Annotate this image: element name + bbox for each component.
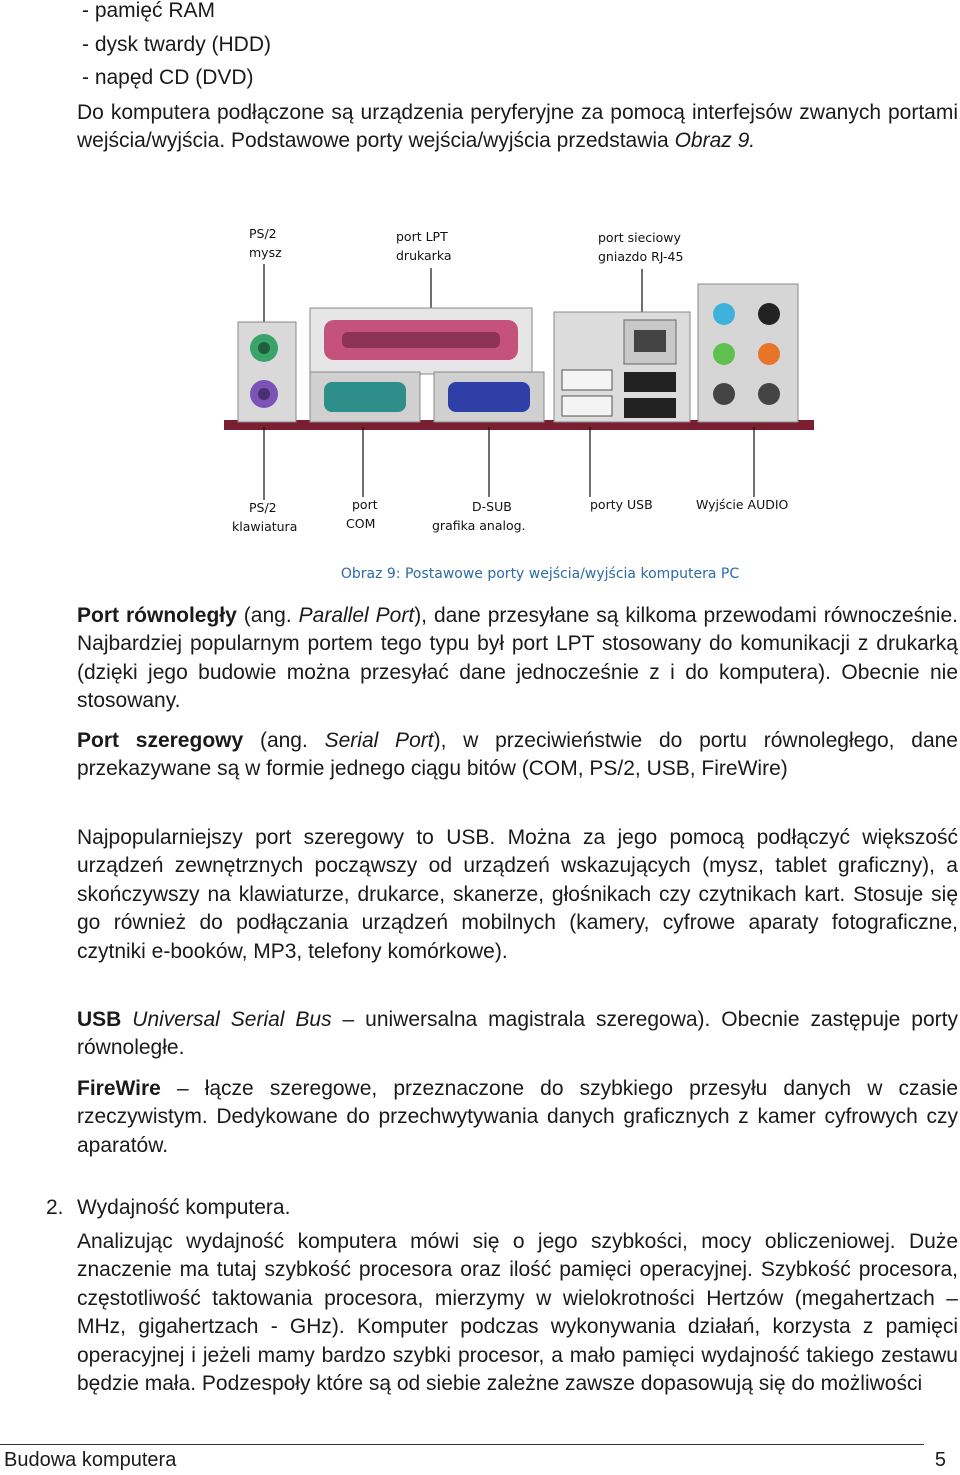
- label-com-1: port: [352, 497, 378, 512]
- label-com-2: COM: [346, 516, 376, 531]
- serial-term: Port szeregowy: [77, 729, 244, 752]
- performance-paragraph: Analizując wydajność komputera mówi się o jego szybkości, mocy obliczeniowej. Duże znaczenie ma tutaj szybkość procesora oraz ilość pamięci operacyjnej. Szybkość procesora, częstotliwość taktowania procesora, mierzymy w wielokrotności Hertzów (megahertzach – MHz, gigahertzach - GHz). Komputer podczas wykonywania działań, korzysta z pamięci operacyjnej i jeżeli mamy bardzo szybki procesor, a mało pamięci wydajność takiego zestawu będzie mała. Podzespoły które są od siebie zależne zawsze dopasowują się do możliwości: [77, 1230, 958, 1396]
- label-audio: Wyjście AUDIO: [696, 497, 789, 512]
- footer-rule: [0, 1444, 924, 1445]
- usb-english: Universal Serial Bus: [132, 1008, 332, 1031]
- parallel-term: Port równoległy: [77, 604, 237, 627]
- label-ps2-kb-1: PS/2: [249, 500, 277, 515]
- label-usb: porty USB: [590, 497, 653, 512]
- io-ports-figure: [224, 222, 814, 540]
- footer-title: Budowa komputera: [4, 1449, 177, 1471]
- usb-definition: [77, 1006, 958, 1063]
- intro-text: Do komputera podłączone są urządzenia peryferyjne za pomocą interfejsów zwanych portami wejścia/wyjścia. Podstawowe porty wejścia/wyjścia przedstawia: [77, 101, 958, 153]
- serial-text: ), w przeciwieństwie do portu równoległego, dane przekazywane są w formie jednego ciągu bitów (COM, PS/2, USB, FireWire): [77, 729, 958, 781]
- label-dsub-2: grafika analog.: [432, 518, 526, 533]
- vga-port: [448, 382, 530, 412]
- parallel-text: ), dane przesyłane są kilkoma przewodami równocześnie. Najbardziej popularnym portem tego typu był port LPT stosowany do komunikacji z drukarką (dzięki jego budowie można przesyłać dane jednocześnie z i do komputera). Obecnie nie stosowany.: [77, 604, 958, 713]
- intro-paragraph: [77, 99, 958, 156]
- parallel-english: Parallel Port: [298, 604, 415, 627]
- audio-green-jack: [713, 343, 735, 365]
- figure-caption: Obraz 9: Postawowe porty wejścia/wyjścia komputera PC: [340, 566, 740, 582]
- label-lpt-2: drukarka: [396, 248, 452, 263]
- usb-port-4: [624, 398, 676, 418]
- serial-pre: (ang.: [243, 729, 325, 752]
- usb-port-3: [624, 372, 676, 392]
- usb-port-1: [562, 370, 612, 390]
- serial-port-paragraph: [77, 727, 958, 784]
- list-item-cd: - napęd CD (DVD): [82, 66, 254, 89]
- label-ps2-mouse-2: mysz: [249, 245, 282, 260]
- label-ps2-kb-2: klawiatura: [232, 519, 298, 534]
- firewire-text: – łącze szeregowe, przeznaczone do szybkiego przesyłu danych w czasie rzeczywistym. Dedykowane do przechwytywania danych graficznych z kamer cyfrowych czy aparatów.: [77, 1077, 958, 1157]
- firewire-term: FireWire: [77, 1077, 161, 1100]
- label-net-1: port sieciowy: [598, 230, 681, 245]
- firewire-paragraph: [77, 1075, 958, 1160]
- usb-term: USB: [77, 1008, 122, 1031]
- intro-figure-ref: Obraz 9.: [674, 129, 756, 153]
- parallel-pre: (ang.: [236, 604, 299, 627]
- label-lpt-1: port LPT: [396, 229, 448, 244]
- usb-port-2: [562, 396, 612, 416]
- section-number: 2.: [46, 1196, 64, 1219]
- com-port: [324, 382, 406, 412]
- label-dsub-1: D-SUB: [472, 499, 512, 514]
- list-item-ram: - pamięć RAM: [82, 0, 216, 22]
- parallel-port-paragraph: [77, 602, 958, 716]
- list-item-hdd: - dysk twardy (HDD): [82, 33, 272, 56]
- usb-paragraph: Najpopularniejszy port szeregowy to USB. Można za jego pomocą podłączyć większość urządzeń zewnętrznych począwszy od urządzeń wskazujących (mysz, tablet graficzny), a skończywszy na klawiaturze, drukarce, skanerze, głośnikach czy czytnikach kart. Stosuje się go również do podłączania urządzeń mobilnych (kamery, cyfrowe aparaty fotograficzne, czytniki e-booków, MP3, telefony komórkowe).: [77, 826, 958, 963]
- label-ps2-mouse-1: PS/2: [249, 226, 277, 241]
- label-net-2: gniazdo RJ-45: [598, 249, 684, 264]
- section-title: Wydajność komputera.: [77, 1196, 291, 1219]
- audio-orange-jack: [758, 343, 780, 365]
- audio-blue-jack: [713, 303, 735, 325]
- usb-def-text: – uniwersalna magistrala szeregowa). Obecnie zastępuje porty równoległe.: [77, 1008, 958, 1060]
- serial-english: Serial Port: [324, 729, 434, 752]
- page-number: 5: [934, 1449, 946, 1471]
